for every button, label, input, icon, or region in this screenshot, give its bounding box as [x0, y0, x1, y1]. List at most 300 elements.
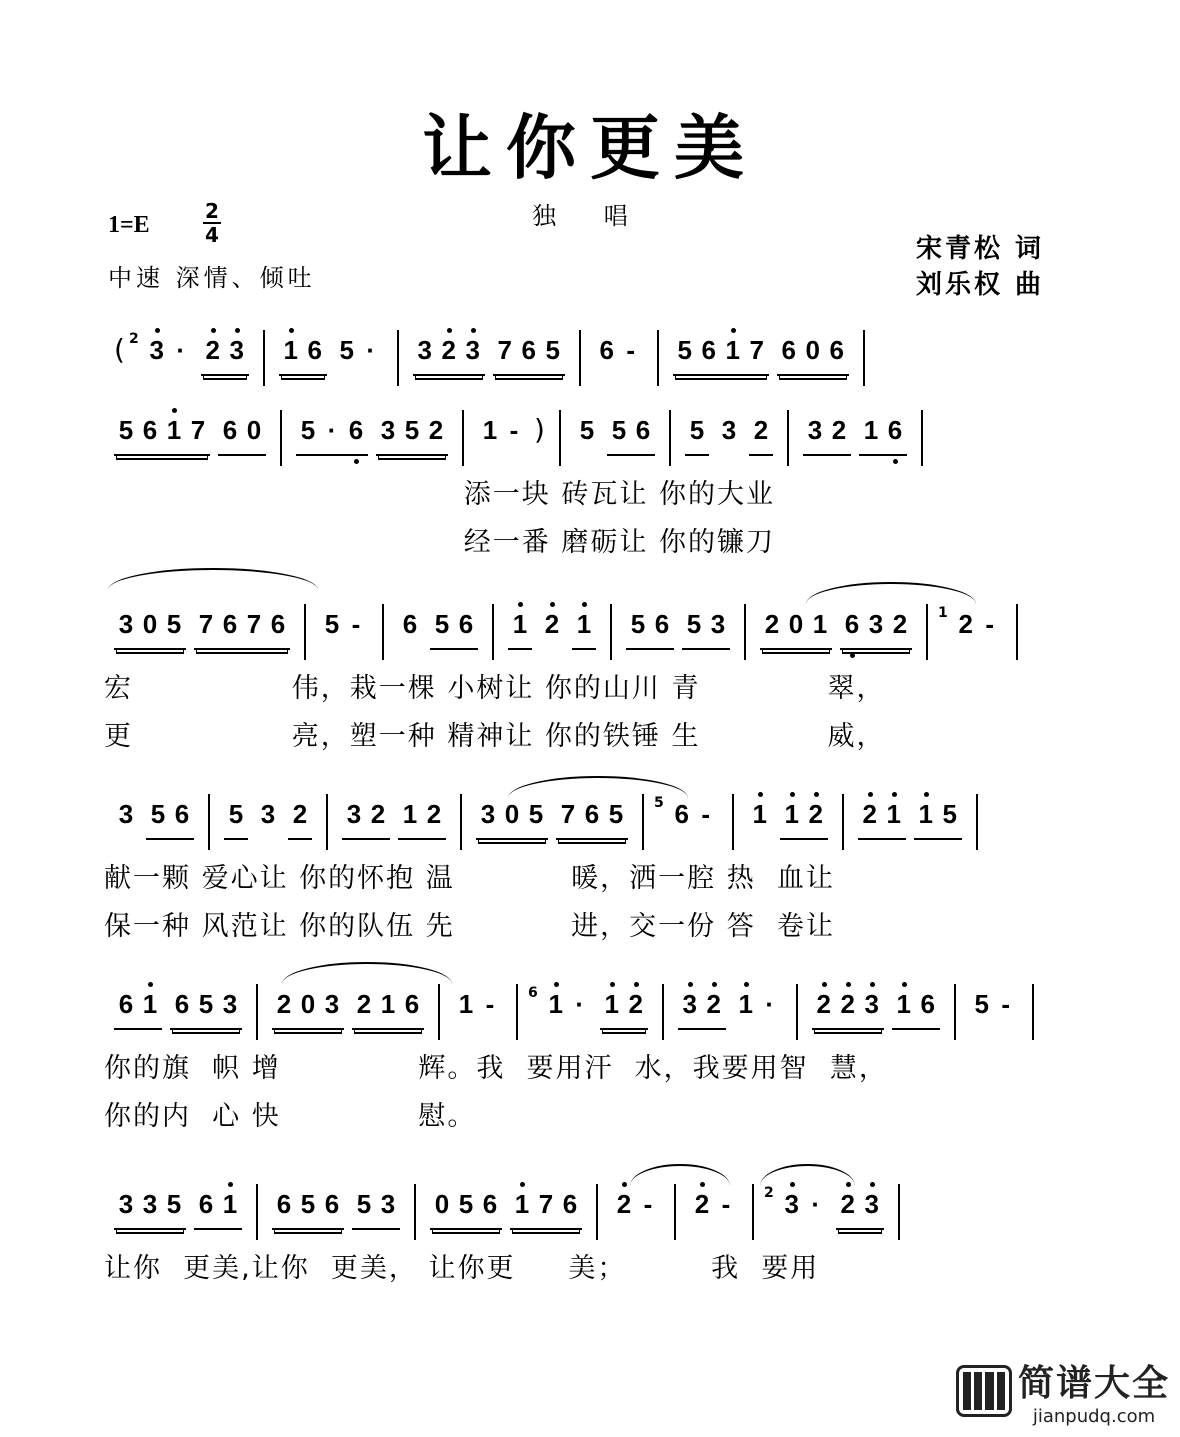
grace-note: 2 [128, 331, 139, 347]
note: 5 [166, 609, 182, 639]
measure [789, 410, 923, 466]
note-group [224, 794, 248, 840]
note: 3 [118, 609, 134, 639]
note: 5 [228, 799, 244, 829]
note: 5 [528, 799, 544, 829]
note: 5 [300, 415, 316, 445]
note-group [780, 794, 828, 840]
note-group [194, 604, 290, 650]
lyric-line: 让你 更美,让你 更美， 让你更 美； 我 要用 [104, 1253, 820, 1284]
note: 1 [138, 984, 162, 1024]
note-group [556, 794, 628, 840]
note: 1 [508, 604, 532, 644]
note: 1 [510, 1184, 534, 1224]
note: 7 [190, 415, 206, 445]
measure [258, 1184, 416, 1240]
slur [508, 776, 688, 798]
time-sig-top: 2 [205, 199, 219, 223]
note: 2 [764, 609, 780, 639]
score-row [100, 794, 1090, 854]
note: 2 [958, 609, 973, 639]
note: 1 [812, 609, 828, 639]
note: 5 [198, 989, 214, 1019]
note-group [840, 604, 912, 650]
note: - [485, 989, 495, 1019]
slur [806, 582, 976, 604]
paren-open: ( [114, 333, 125, 366]
note: 5 [545, 335, 560, 365]
note: 2 [426, 799, 442, 829]
note: 6 [118, 989, 134, 1019]
note: 5 [356, 1189, 372, 1219]
note: 6 [458, 609, 474, 639]
note-group [970, 984, 1018, 1028]
note: 5 [974, 989, 989, 1019]
note: 7 [198, 609, 214, 639]
lyric-line: 保一种 风范让 你的队伍 先 进，交一份 答 卷让 [104, 911, 835, 942]
lyric-line: 你的内 心 快 慰。 [104, 1101, 477, 1132]
measure [258, 984, 440, 1040]
note-group [218, 410, 266, 456]
lyric-line: 添一块 砖瓦让 你的大业 [104, 479, 775, 510]
note: - [985, 609, 995, 639]
note: 6 [222, 609, 238, 639]
note: 2 [356, 989, 372, 1019]
note: 1 [748, 794, 772, 834]
note: 2 [836, 984, 860, 1024]
note: 6 [674, 799, 689, 829]
note: 6 [324, 1189, 340, 1219]
note: 5 [324, 609, 340, 639]
note-group [678, 984, 726, 1030]
measure [581, 330, 659, 386]
note: 2 [624, 984, 648, 1024]
measure [644, 794, 734, 850]
note: 6 [307, 335, 322, 365]
note-group [717, 410, 741, 454]
measure [664, 984, 798, 1040]
note-group [114, 410, 210, 456]
note-group [612, 1184, 660, 1228]
note-group [398, 794, 446, 840]
note-group [272, 1184, 344, 1230]
note: · [366, 335, 376, 365]
note-group [892, 984, 940, 1030]
note: 6 [599, 335, 614, 365]
note-group [544, 984, 592, 1028]
note: - [721, 1189, 731, 1219]
note: 1 [380, 989, 396, 1019]
note: 3 [346, 799, 362, 829]
note: 5 [404, 415, 420, 445]
slur [760, 1164, 855, 1186]
note: - [1001, 989, 1011, 1019]
time-sig-bottom: 4 [205, 223, 219, 247]
note: 3 [417, 335, 432, 365]
measure [844, 794, 978, 850]
note-group [803, 410, 851, 456]
note: 5 [608, 799, 624, 829]
measure [671, 410, 789, 466]
note: 1 [218, 1184, 242, 1224]
note: 1 [279, 330, 303, 370]
note: 3 [860, 984, 884, 1024]
note: 6 [701, 335, 716, 365]
note: 1 [892, 984, 916, 1024]
note: 6 [840, 604, 864, 644]
note: 6 [635, 415, 651, 445]
note: · [575, 989, 585, 1019]
grace-note: 5 [654, 795, 664, 811]
measure [464, 410, 561, 466]
note: 3 [324, 989, 340, 1019]
measure [328, 794, 462, 850]
score-row [100, 984, 1090, 1044]
note: 5 [611, 415, 627, 445]
note: 3 [721, 415, 737, 445]
note-group [760, 604, 832, 650]
note: 6 [270, 609, 286, 639]
note: 3 [868, 609, 884, 639]
note-group [352, 984, 424, 1030]
score-row [100, 410, 1090, 470]
note-group [201, 330, 249, 376]
note-group [600, 984, 648, 1030]
note: 2 [858, 794, 882, 834]
grace-note: 1 [938, 605, 948, 621]
key-signature: 1=E [108, 212, 150, 238]
measure [210, 794, 328, 850]
lyric-line: 献一颗 爱心让 你的怀抱 温 暖，洒一腔 热 血让 [104, 863, 835, 894]
note: 2 [804, 794, 828, 834]
note: 5 [166, 1189, 182, 1219]
note: 0 [246, 415, 262, 445]
note-group [476, 794, 548, 840]
note: 2 [892, 609, 908, 639]
note-group [272, 984, 344, 1030]
note: 1 [482, 415, 498, 445]
note: 2 [276, 989, 292, 1019]
note: · [765, 989, 775, 1019]
note: 1 [600, 984, 624, 1024]
note: 1 [572, 604, 596, 644]
note: 6 [174, 799, 190, 829]
lyric-line: 宏 伟，栽一棵 小树让 你的山川 青 翠， [104, 673, 886, 704]
note-group [430, 604, 478, 650]
note: 7 [538, 1189, 554, 1219]
note: 3 [780, 1184, 804, 1224]
measure [100, 984, 258, 1040]
note-group [836, 1184, 884, 1230]
note: 6 [883, 410, 907, 450]
song-title: 让你更美 [422, 107, 758, 189]
note: 3 [145, 330, 169, 370]
watermark [956, 1355, 1170, 1427]
note-group [685, 410, 709, 456]
note-group [320, 604, 368, 648]
note: 2 [428, 415, 444, 445]
note: 1 [544, 984, 568, 1024]
measure [100, 794, 210, 850]
note: 6 [920, 989, 935, 1019]
note: 5 [300, 1189, 316, 1219]
lyric-line: 经一番 磨砺让 你的镰刀 [104, 527, 775, 558]
note: 1 [863, 415, 879, 445]
score-row [100, 330, 1090, 390]
note: - [351, 609, 361, 639]
note: · [811, 1189, 821, 1219]
note: - [643, 1189, 653, 1219]
paren-close: ) [534, 413, 545, 446]
time-signature [203, 200, 221, 246]
note-group [626, 604, 674, 650]
watermark-url: jianpudq.com [1032, 1406, 1156, 1427]
note-group [670, 794, 718, 838]
measure [416, 1184, 598, 1240]
note-group [954, 604, 1002, 648]
note: 5 [458, 1189, 474, 1219]
note-group [256, 794, 280, 838]
note: · [176, 335, 186, 365]
note: 5 [579, 415, 595, 445]
note: 0 [788, 609, 804, 639]
measure [676, 1184, 754, 1240]
note: 2 [702, 984, 726, 1024]
note: 6 [402, 609, 418, 639]
note: 2 [437, 330, 461, 370]
note: 6 [404, 989, 420, 1019]
note: 7 [749, 335, 764, 365]
watermark-name: 简谱大全 [1017, 1363, 1170, 1404]
note-group [352, 1184, 400, 1230]
note: 2 [612, 1184, 636, 1224]
note: 2 [292, 799, 308, 829]
note-group [914, 794, 962, 840]
note: 5 [942, 799, 957, 829]
piano-logo-icon [956, 1365, 1012, 1417]
measure [306, 604, 384, 660]
note: 6 [276, 1189, 292, 1219]
note: 2 [201, 330, 225, 370]
measure [265, 330, 399, 386]
score-row [100, 1184, 1090, 1244]
note-group [572, 604, 596, 650]
measure [561, 410, 671, 466]
measure [494, 604, 612, 660]
measure [518, 984, 664, 1040]
note: 0 [504, 799, 520, 829]
measure [659, 330, 865, 386]
note: 6 [174, 989, 190, 1019]
note: 3 [380, 1189, 396, 1219]
measure [384, 604, 494, 660]
note-group [812, 984, 884, 1030]
note-group [540, 604, 564, 648]
note-group [780, 1184, 828, 1228]
measure [754, 1184, 900, 1240]
note: - [701, 799, 711, 829]
note: 5 [434, 609, 450, 639]
note: 2 [370, 799, 386, 829]
measure [100, 1184, 258, 1240]
note: 3 [710, 609, 726, 639]
note-group [114, 794, 138, 838]
note: 3 [142, 1189, 158, 1219]
note-group [114, 604, 186, 650]
note: 2 [812, 984, 836, 1024]
note: 5 [118, 415, 134, 445]
note: 3 [678, 984, 702, 1024]
note-group [510, 1184, 582, 1230]
note: 3 [807, 415, 823, 445]
measure [746, 604, 928, 660]
note: 6 [344, 410, 368, 450]
note-group [858, 794, 906, 840]
note: 2 [831, 415, 847, 445]
note-group [398, 604, 422, 648]
measure [612, 604, 746, 660]
note-group [145, 330, 193, 374]
note: 6 [222, 415, 238, 445]
note: 7 [497, 335, 512, 365]
note-group [288, 794, 312, 840]
note-group [508, 604, 532, 650]
note: 7 [560, 799, 576, 829]
measure [598, 1184, 676, 1240]
note: 3 [860, 1184, 884, 1224]
note: - [626, 335, 636, 365]
note: · [327, 415, 337, 445]
note-group [682, 604, 730, 650]
note-group [673, 330, 769, 376]
note: 0 [434, 1189, 450, 1219]
note: 5 [630, 609, 646, 639]
note-group [749, 410, 773, 456]
slur [108, 568, 318, 590]
note: 3 [380, 415, 396, 445]
measure [100, 604, 306, 660]
note: 1 [402, 799, 418, 829]
measure [928, 604, 1018, 660]
note: 2 [540, 604, 564, 644]
note: 6 [521, 335, 536, 365]
note-group [607, 410, 655, 456]
note: 3 [461, 330, 485, 370]
note-group [114, 1184, 186, 1230]
note-group [170, 984, 242, 1030]
performance-type: 独 唱 [532, 202, 648, 230]
note: 5 [677, 335, 692, 365]
note: 6 [482, 1189, 498, 1219]
note-group [777, 330, 849, 376]
note: 2 [753, 415, 769, 445]
note: 3 [118, 1189, 134, 1219]
note: 1 [458, 989, 474, 1019]
note: 1 [882, 794, 906, 834]
note: 6 [198, 1189, 214, 1219]
note: 3 [260, 799, 276, 829]
note-group [454, 984, 502, 1028]
note: 0 [805, 335, 820, 365]
composer-credit: 刘乐权 曲 [916, 270, 1045, 300]
measure [282, 410, 464, 466]
note: 6 [829, 335, 844, 365]
lyric-line: 更 亮，塑一种 精神让 你的铁锤 生 威， [104, 721, 886, 752]
grace-note: 6 [528, 985, 538, 1001]
note: 2 [836, 1184, 860, 1224]
measure [734, 794, 844, 850]
note-group [493, 330, 565, 376]
slur [630, 1164, 730, 1186]
measure [440, 984, 518, 1040]
note: 7 [246, 609, 262, 639]
note-group [296, 410, 368, 456]
measure [956, 984, 1034, 1040]
note: 5 [339, 335, 354, 365]
note-group [690, 1184, 738, 1228]
note: 6 [142, 415, 158, 445]
note-group [335, 330, 383, 374]
measure [798, 984, 956, 1040]
note: 1 [780, 794, 804, 834]
note: 0 [142, 609, 158, 639]
note: 5 [150, 799, 166, 829]
note: 3 [118, 799, 134, 829]
note-group [478, 410, 526, 454]
note-group [734, 984, 782, 1028]
note: 5 [686, 609, 702, 639]
lyricist-credit: 宋青松 词 [916, 234, 1045, 264]
note: 3 [480, 799, 496, 829]
measure [100, 330, 265, 386]
note-group [430, 1184, 502, 1230]
note: - [509, 415, 519, 445]
note: 1 [721, 330, 745, 370]
note: 5 [689, 415, 705, 445]
note: 6 [584, 799, 600, 829]
note-group [376, 410, 448, 456]
note-group [114, 984, 162, 1030]
note-group [279, 330, 327, 376]
score-row [100, 604, 1090, 664]
note: 0 [300, 989, 316, 1019]
slur [282, 962, 452, 984]
note-group [146, 794, 194, 840]
note: 3 [225, 330, 249, 370]
note-group [413, 330, 485, 376]
lyric-line: 你的旗 帜 增 辉。我 要用汗 水，我要用智 慧， [104, 1053, 888, 1084]
note: 1 [734, 984, 758, 1024]
measure [399, 330, 581, 386]
note: 6 [781, 335, 796, 365]
note: 1 [162, 410, 186, 450]
note-group [859, 410, 907, 456]
tempo-marking: 中速 深情、倾吐 [108, 264, 316, 292]
note: 2 [690, 1184, 714, 1224]
measure [100, 410, 282, 466]
note: 1 [914, 794, 938, 834]
note: 6 [562, 1189, 578, 1219]
grace-note: 2 [764, 1185, 774, 1201]
note-group [342, 794, 390, 840]
measure [462, 794, 644, 850]
note-group [595, 330, 643, 374]
note: 3 [222, 989, 238, 1019]
note-group [748, 794, 772, 838]
note-group [194, 1184, 242, 1230]
note-group [575, 410, 599, 454]
note: 6 [654, 609, 670, 639]
